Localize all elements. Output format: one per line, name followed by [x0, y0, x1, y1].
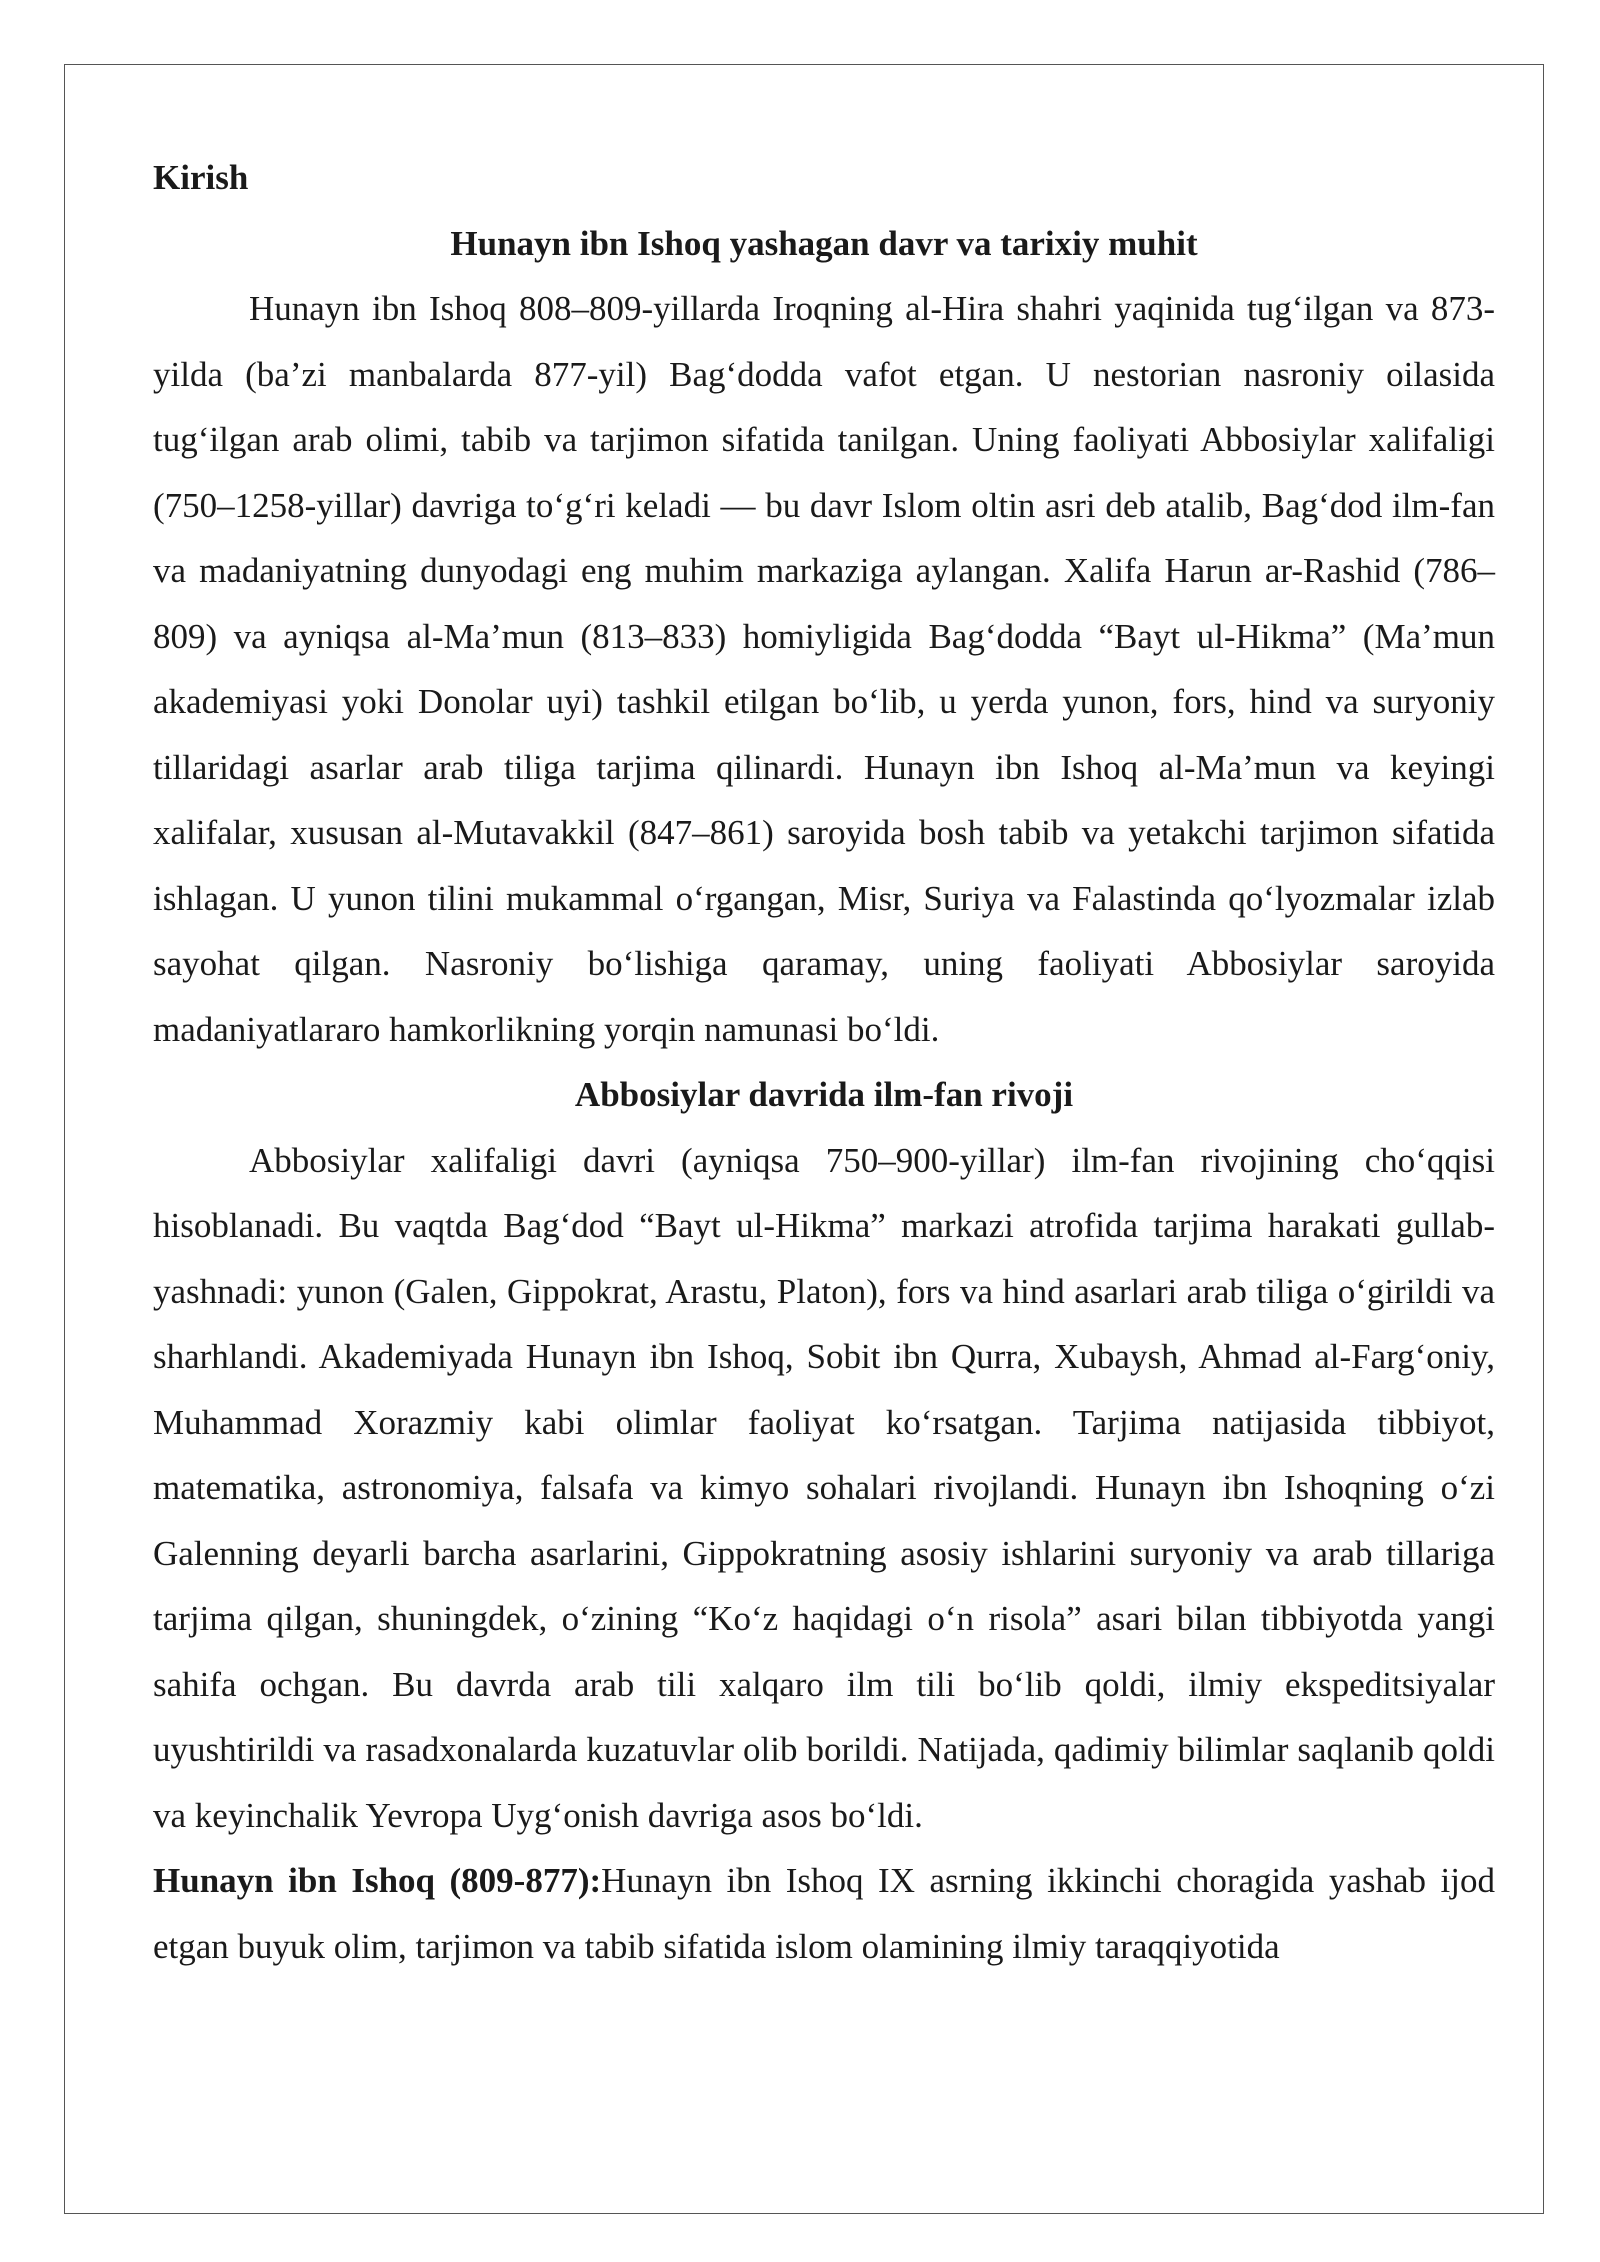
- section-heading-historical-context: Hunayn ibn Ishoq yashagan davr va tarixiy muhit: [450, 223, 1198, 263]
- paragraph-hunayn-biography: [153, 1848, 1495, 1979]
- paragraph-historical-context: Hunayn ibn Ishoq 808–809-yillarda Iroqning al-Hira shahri yaqinida tug‘ilgan va 873-yilda (ba’zi manbalarda 877-yil) Bag‘dodda vafot etgan. U nestorian nasroniy oilasida tug‘ilgan arab olimi, tabib va tarjimon sifatida tanilgan. Uning faoliyati Abbosiylar xalifaligi (750–1258-yillar) davriga to‘g‘ri keladi — bu davr Islom oltin asri deb atalib, Bag‘dod ilm-fan va madaniyatning dunyodagi eng muhim markaziga aylangan. Xalifa Harun ar-Rashid (786–809) va ayniqsa al-Ma’mun (813–833) homiyligida Bag‘dodda “Bayt ul-Hikma” (Ma’mun akademiyasi yoki Donolar uyi) tashkil etilgan bo‘lib, u yerda yunon, fors, hind va suryoniy tillaridagi asarlar arab tiliga tarjima qilinardi. Hunayn ibn Ishoq al-Ma’mun va keyingi xalifalar, xususan al-Mutavakkil (847–861) saroyida bosh tabib va yetakchi tarjimon sifatida ishlagan. U yunon tilini mukammal o‘rgangan, Misr, Suriya va Falastinda qo‘lyozmalar izlab sayohat qilgan. Nasroniy bo‘lishiga qaramay, uning faoliyati Abbosiylar saroyida madaniyatlararo hamkorlikning yorqin namunasi bo‘ldi.: [153, 289, 1495, 1049]
- section-heading-science-development: Abbosiylar davrida ilm-fan rivoji: [574, 1075, 1074, 1114]
- intro-label: Kirish: [153, 158, 249, 197]
- document-body: [153, 145, 1495, 1979]
- biography-lead: Hunayn ibn Ishoq (809-877):: [153, 1861, 602, 1900]
- paragraph-science-development: Abbosiylar xalifaligi davri (ayniqsa 750–900-yillar) ilm-fan rivojining cho‘qqisi hisoblanadi. Bu vaqtda Bag‘dod “Bayt ul-Hikma” markazi atrofida tarjima harakati gullab-yashnadi: yunon (Galen, Gippokrat, Arastu, Platon), fors va hind asarlari arab tiliga o‘girildi va sharhlandi. Akademiyada Hunayn ibn Ishoq, Sobit ibn Qurra, Xubaysh, Ahmad al-Farg‘oniy, Muhammad Xorazmiy kabi olimlar faoliyat ko‘rsatgan. Tarjima natijasida tibbiyot, matematika, astronomiya, falsafa va kimyo sohalari rivojlandi. Hunayn ibn Ishoqning o‘zi Galenning deyarli barcha asarlarini, Gippokratning asosiy ishlarini suryoniy va arab tillariga tarjima qilgan, shuningdek, o‘zining “Ko‘z haqidagi o‘n risola” asari bilan tibbiyotda yangi sahifa ochgan. Bu davrda arab tili xalqaro ilm tili bo‘lib qoldi, ilmiy ekspeditsiyalar uyushtirildi va rasadxonalarda kuzatuvlar olib borildi. Natijada, qadimiy bilimlar saqlanib qoldi va keyinchalik Yevropa Uyg‘onish davriga asos bo‘ldi.: [153, 1140, 1495, 1835]
- biography-text: Hunayn ibn Ishoq IX asrning ikkinchi choragida yashab ijod etgan buyuk olim, tarjimon va tabib sifatida islom olamining ilmiy taraqqiyotida: [153, 1861, 1495, 1966]
